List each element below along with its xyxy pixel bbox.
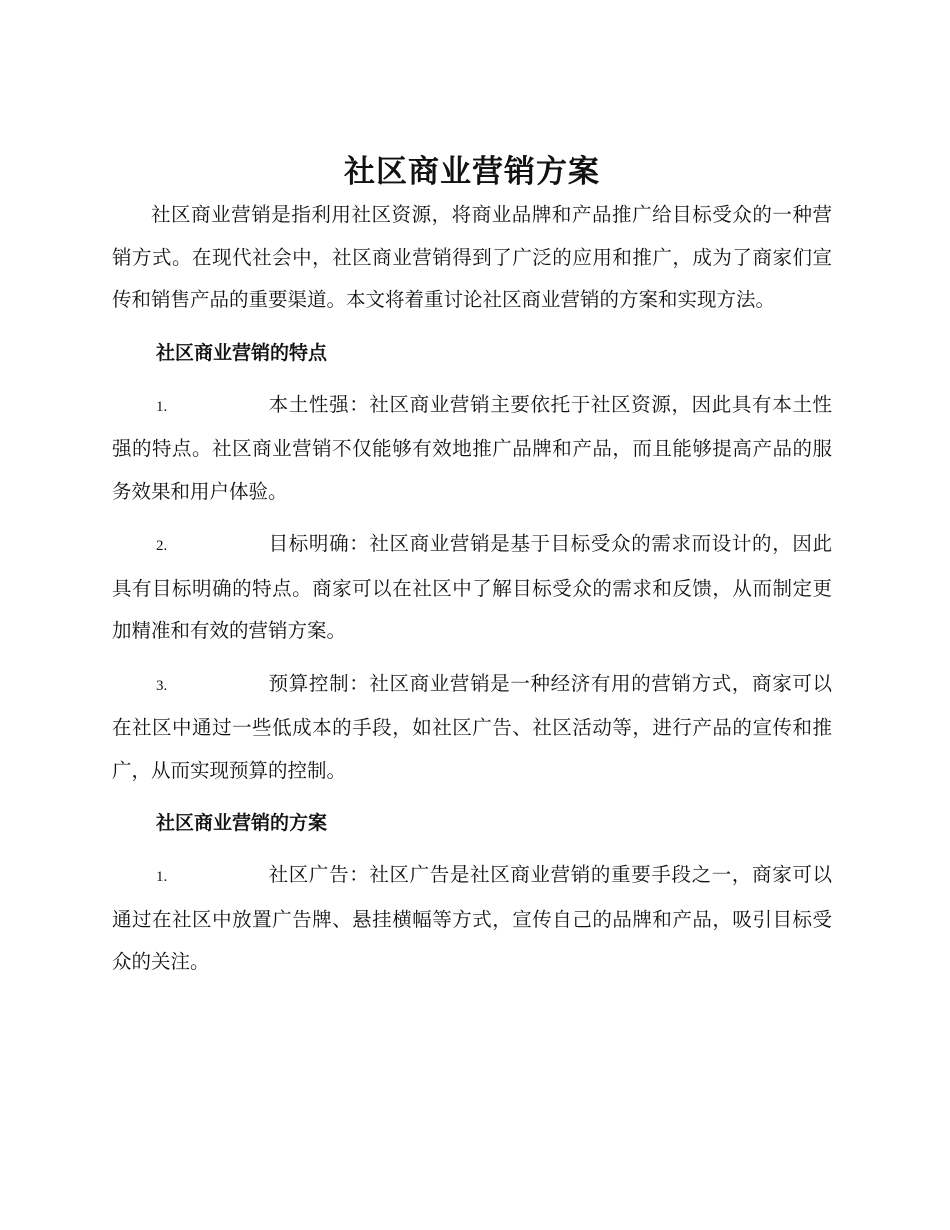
section-heading-plan: 社区商业营销的方案 bbox=[156, 812, 328, 834]
section-heading-features: 社区商业营销的特点 bbox=[156, 341, 328, 364]
list-item-text: 本土性强：社区商业营销主要依托于社区资源，因此具有本土性强的特点。社区商业营销不仅能够有效地推广品牌和产品，而且能够提高产品的服务效果和用户体验。 bbox=[112, 392, 832, 503]
list-item-text: 预算控制：社区商业营销是一种经济有用的营销方式，商家可以在社区中通过一些低成本的手段，如社区广告、社区活动等，进行产品的宣传和推广，从而实现预算的控制。 bbox=[112, 671, 832, 782]
list-item bbox=[112, 663, 832, 793]
list-item-number: 3. bbox=[156, 677, 168, 694]
list-item-text: 目标明确：社区商业营销是基于目标受众的需求而设计的，因此具有目标明确的特点。商家可以在社区中了解目标受众的需求和反馈，从而制定更加精准和有效的营销方案。 bbox=[112, 532, 832, 642]
document-page bbox=[112, 150, 832, 984]
intro-paragraph: 社区商业营销是指利用社区资源，将商业品牌和产品推广给目标受众的一种营销方式。在现代社会中，社区商业营销得到了广泛的应用和推广，成为了商家们宣传和销售产品的重要渠道。本文将着重讨论社区商业营销的方案和实现方法。 bbox=[112, 203, 832, 311]
list-item-number: 2. bbox=[156, 538, 168, 554]
list-item-text: 社区广告：社区广告是社区商业营销的重要手段之一，商家可以通过在社区中放置广告牌、悬挂横幅等方式，宣传自己的品牌和产品，吸引目标受众的关注。 bbox=[112, 863, 832, 973]
list-item bbox=[112, 854, 832, 984]
list-item bbox=[112, 384, 832, 514]
document-title: 社区商业营销方案 bbox=[344, 154, 600, 190]
list-item-number: 1. bbox=[156, 869, 168, 885]
list-item-number: 1. bbox=[156, 398, 168, 415]
list-item bbox=[112, 523, 832, 653]
